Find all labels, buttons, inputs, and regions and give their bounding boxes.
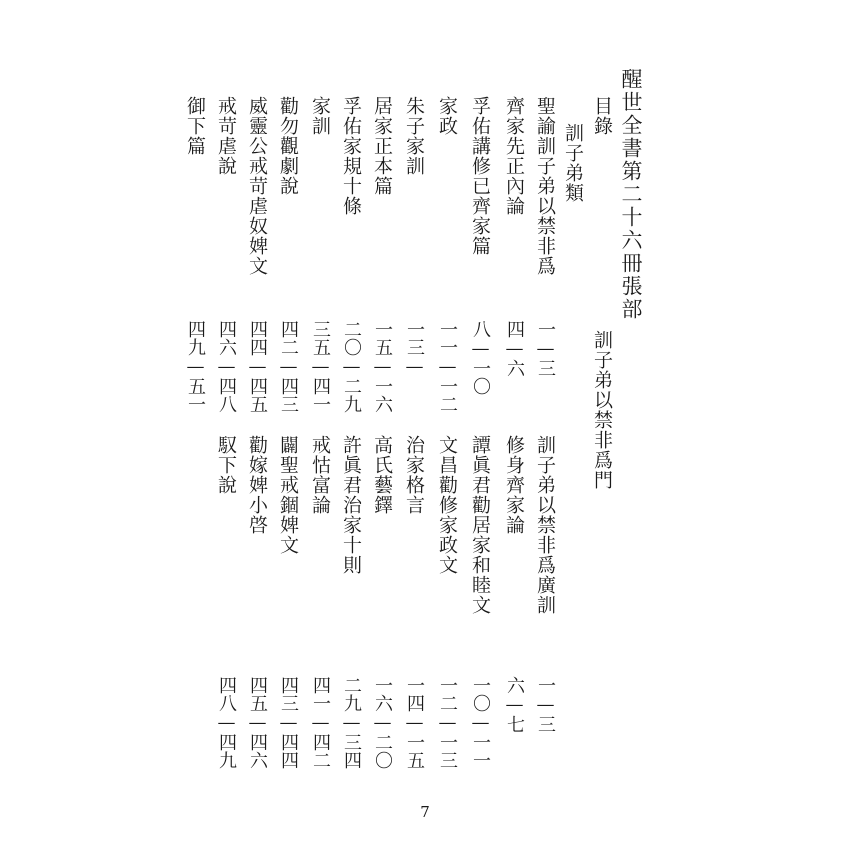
- toc-entry-title: 威靈公戒苛虐奴婢文: [246, 96, 268, 276]
- toc-entry-pages: 一四—一五: [404, 676, 425, 769]
- book-title: 醒世全書第二十六冊張部: [619, 68, 643, 321]
- toc-entry-title: 戒怙富論: [309, 435, 331, 515]
- toc-entry-pages: 四八—四九: [216, 676, 237, 769]
- toc-entry-pages: 一六—二〇: [372, 676, 393, 769]
- toc-entry-pages: 四二—四三: [278, 320, 299, 413]
- toc-entry-pages: 四一—四二: [310, 676, 331, 769]
- toc-entry-title: 高氏藝鐸: [371, 435, 393, 515]
- page-number: 7: [420, 803, 430, 821]
- toc-entry-pages: 四三—四四: [278, 676, 299, 769]
- category-label: 訓子弟類: [562, 123, 584, 203]
- toc-entry-title: 勸嫁婢小啓: [246, 435, 268, 535]
- toc-entry-title: 齊家先正內論: [503, 96, 525, 216]
- toc-entry-pages: 一一—一二: [437, 320, 458, 413]
- contents-heading: 目錄: [591, 96, 613, 136]
- toc-entry-title: 孚佑講修已齊家篇: [469, 96, 491, 256]
- toc-entry-pages: 一—三: [535, 676, 556, 733]
- toc-entry-title: 孚佑家規十條: [340, 96, 362, 216]
- toc-entry-title: 文昌勸修家政文: [436, 435, 458, 575]
- toc-entry-title: 許眞君治家十則: [340, 435, 362, 575]
- toc-entry-pages: 六—七: [504, 676, 525, 733]
- toc-entry-title: 譚眞君勸居家和睦文: [469, 435, 491, 615]
- toc-entry-title: 家訓: [309, 96, 331, 136]
- toc-entry-pages: 四四—四五: [247, 320, 268, 413]
- toc-entry-title: 修身齊家論: [503, 435, 525, 535]
- toc-entry-title: 勸勿觀劇說: [277, 96, 299, 196]
- toc-entry-pages: 一—三: [535, 320, 556, 377]
- toc-entry-pages: 三五—四一: [310, 320, 331, 413]
- toc-entry-pages: 一三—: [404, 320, 425, 377]
- toc-entry-title: 戒苛虐說: [215, 96, 237, 176]
- toc-entry-pages: 一二—一三: [437, 676, 458, 769]
- toc-entry-title: 訓子弟以禁非爲廣訓: [534, 435, 556, 615]
- toc-entry-pages: 四九—五一: [185, 320, 206, 413]
- toc-entry-title: 聖諭訓子弟以禁非爲: [534, 96, 556, 276]
- section-heading: 訓子弟以禁非爲門: [591, 330, 613, 490]
- toc-entry-title: 居家正本篇: [371, 96, 393, 196]
- toc-entry-title: 治家格言: [403, 435, 425, 515]
- toc-entry-title: 馭下說: [215, 435, 237, 495]
- toc-entry-title: 御下篇: [184, 96, 206, 156]
- toc-entry-pages: 四五—四六: [247, 676, 268, 769]
- toc-entry-pages: 八—一〇: [470, 320, 491, 395]
- toc-entry-title: 家政: [436, 96, 458, 136]
- toc-entry-pages: 一五—一六: [372, 320, 393, 413]
- toc-entry-title: 闢聖戒錮婢文: [277, 435, 299, 555]
- toc-entry-pages: 二九—三四: [341, 676, 362, 769]
- toc-entry-pages: 一〇—一一: [470, 676, 491, 769]
- toc-entry-pages: 四—六: [504, 320, 525, 377]
- toc-entry-pages: 二〇—二九: [341, 320, 362, 413]
- toc-entry-pages: 四六—四八: [216, 320, 237, 413]
- toc-entry-title: 朱子家訓: [403, 96, 425, 176]
